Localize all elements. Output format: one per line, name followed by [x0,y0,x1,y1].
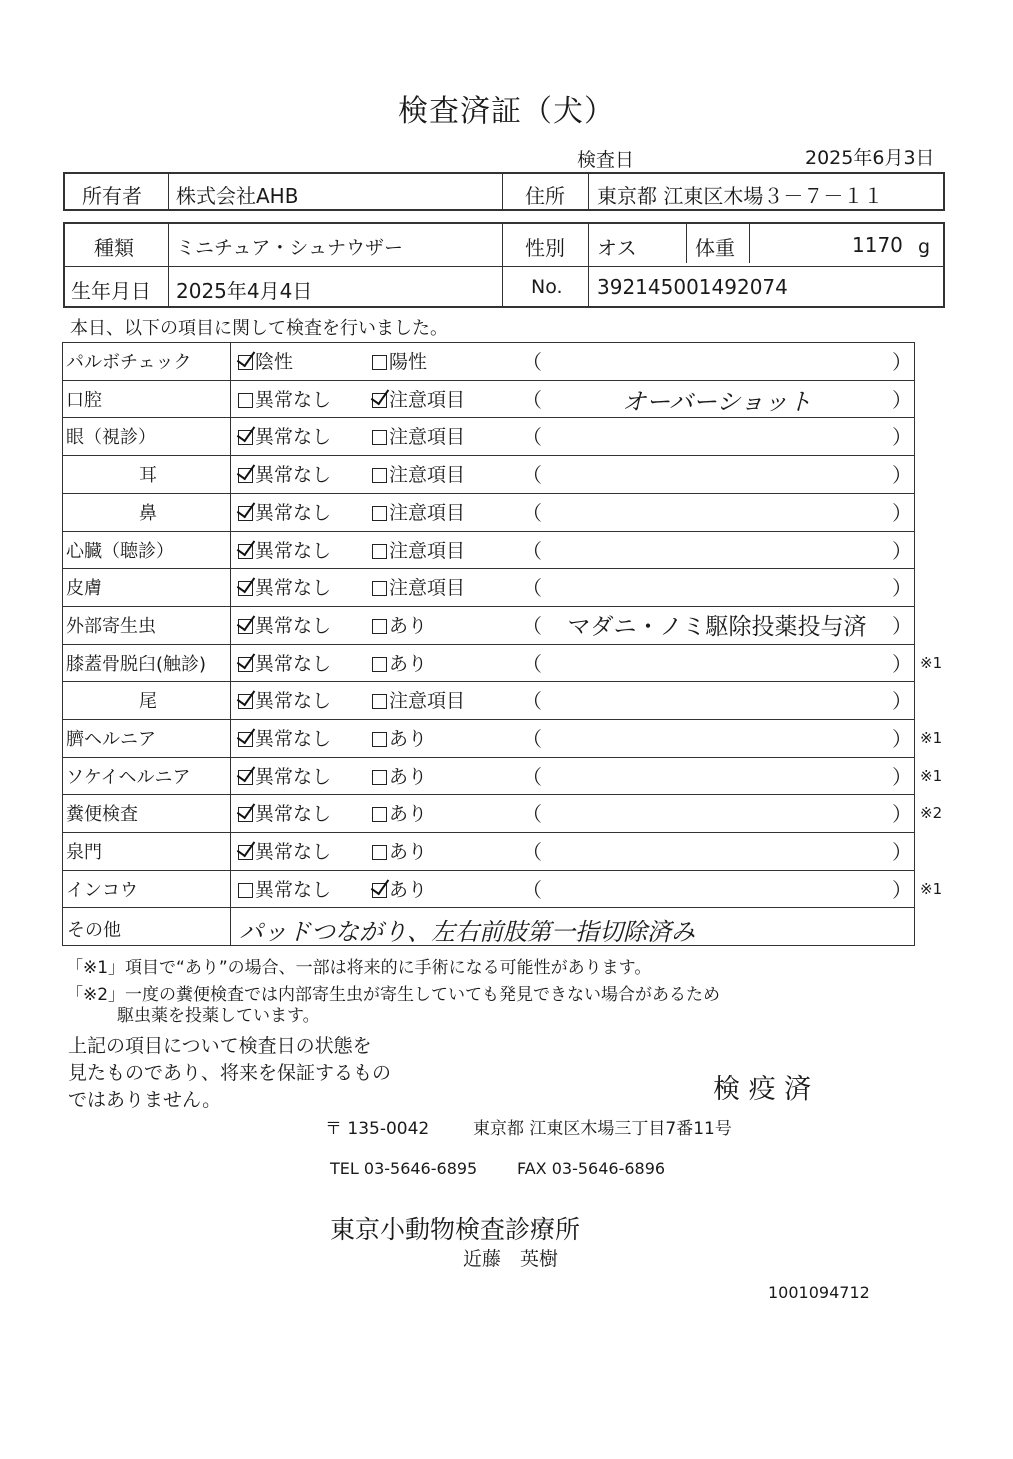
paren-close: ） [892,877,912,902]
option-label: 異常なし [255,614,332,637]
paren-close: ） [892,840,912,865]
option-label: あり [389,878,428,901]
checked-box-icon[interactable] [238,694,253,709]
other-row [62,907,915,946]
paren-open: （ [522,538,542,563]
number-label: No. [531,276,563,298]
option-label: 異常なし [255,426,332,449]
paren-open: （ [522,463,542,488]
exam-item-label: 鼻 [139,502,157,524]
empty-box-icon[interactable] [372,468,387,483]
empty-box-icon[interactable] [372,581,387,596]
address-label: 住所 [525,184,565,208]
exam-item-label: 臍ヘルニア [66,729,156,750]
empty-box-icon[interactable] [372,770,387,785]
paren-open: （ [522,877,542,902]
checked-box-icon[interactable] [238,581,253,596]
paren-close: ） [892,764,912,789]
option-label: 異常なし [255,728,332,750]
breed-value: ミニチュア・シュナウザー [176,237,404,259]
reference-mark: ※1 [920,879,943,898]
empty-box-icon[interactable] [372,657,387,672]
exam-note-text: オーバーショット [622,387,812,416]
option-1-checkbox[interactable] [238,536,331,563]
option-label: 異常なし [255,765,332,788]
exam-item-label: 外部寄生虫 [66,615,156,637]
owner-value: 株式会社AHB [176,184,299,208]
option-label: 注意項目 [389,464,466,487]
option-1-checkbox[interactable] [238,573,331,600]
option-label: 異常なし [255,652,332,675]
paren-close: ） [892,576,912,601]
option-1-checkbox[interactable] [238,611,331,638]
exam-row [62,531,915,568]
empty-box-icon[interactable] [372,845,387,860]
weight-unit: g [918,236,931,258]
option-2-checkbox[interactable] [372,422,465,449]
exam-row [62,417,915,454]
option-label: 注意項目 [389,388,466,411]
option-2-checkbox[interactable] [372,649,427,676]
paren-close: ） [892,651,912,676]
sex-label: 性別 [525,236,565,260]
clinic-address: 東京都 江東区木場三丁目7番11号 [473,1119,732,1139]
disclaimer-line-1: 上記の項目について検査日の状態を [68,1035,372,1057]
empty-box-icon[interactable] [372,355,387,370]
exam-row [62,870,943,907]
option-2-checkbox[interactable] [372,460,465,487]
paren-close: ） [892,500,912,525]
option-label: 陰性 [255,351,294,373]
option-label: 陽性 [389,351,428,373]
clinic-doctor: 近藤 英樹 [463,1248,559,1270]
exam-row [62,455,915,492]
checked-box-icon[interactable] [238,506,253,521]
checked-box-icon[interactable] [238,807,253,822]
reference-mark: ※1 [920,729,943,747]
paren-open: （ [522,576,542,601]
disclaimer [68,1033,391,1114]
weight-value: 1170 [852,233,903,257]
number-value: 392145001492074 [597,275,788,299]
paren-open: （ [522,425,542,450]
sex-value: オス [597,236,637,260]
option-label: 異常なし [255,577,332,600]
option-label: 注意項目 [389,577,466,600]
animal-info-box [63,222,945,308]
option-1-checkbox[interactable] [238,837,331,864]
checked-box-icon[interactable] [238,430,253,445]
clinic-name: 東京小動物検査診療所 [330,1215,581,1244]
option-label: 異常なし [255,690,332,713]
option-label: あり [389,803,428,826]
breed-label: 種類 [94,236,134,260]
option-1-checkbox[interactable] [238,799,331,826]
empty-box-icon[interactable] [372,732,387,747]
exam-item-label: 膝蓋骨脱臼(触診) [66,653,207,675]
empty-box-icon[interactable] [372,544,387,559]
weight-label: 体重 [695,236,735,260]
option-1-checkbox[interactable] [238,347,293,374]
exam-item-label: 眼（視診） [66,427,156,449]
paren-close: ） [892,613,912,638]
other-label: その他 [67,920,121,941]
empty-box-icon[interactable] [372,506,387,521]
option-1-checkbox[interactable] [238,460,331,487]
reference-mark: ※1 [920,653,943,672]
exam-row [62,568,915,605]
option-label: 異常なし [255,878,332,901]
checked-box-icon[interactable] [238,657,253,672]
intro-text: 本日、以下の項目に関して検査を行いました。 [70,318,448,339]
checked-box-icon[interactable] [238,845,253,860]
option-label: 注意項目 [389,690,466,713]
paren-open: （ [522,727,542,751]
exam-row [62,794,943,831]
checked-box-icon[interactable] [238,544,253,559]
option-label: あり [389,765,428,788]
option-1-checkbox[interactable] [238,875,331,902]
exam-item-label: インコウ [66,879,138,901]
paren-close: ） [892,350,912,374]
option-label: 異常なし [255,539,332,562]
option-2-checkbox[interactable] [372,762,427,789]
exam-item-label: 尾 [139,691,157,713]
exam-item-label: 糞便検査 [66,804,138,826]
option-label: 異常なし [255,464,332,487]
option-2-checkbox[interactable] [372,799,427,826]
paren-open: （ [522,802,542,827]
paren-open: （ [522,350,542,374]
option-1-checkbox[interactable] [238,762,331,789]
exam-note-text: マダニ・ノミ駆除投薬投与済 [567,613,867,640]
option-label: 異常なし [255,388,332,411]
address-value: 東京都 江東区木場３－７－１１ [597,184,884,208]
option-label: 注意項目 [389,539,466,562]
checked-box-icon[interactable] [372,393,387,408]
footnote-2a: 「※2」一度の糞便検査では内部寄生虫が寄生していても発見できない場合があるため [66,985,721,1005]
paren-close: ） [892,425,912,450]
birth-label: 生年月日 [71,279,151,303]
exam-item-label: 耳 [139,465,157,487]
option-2-checkbox[interactable] [372,573,465,600]
option-1-checkbox[interactable] [238,422,331,449]
exam-row [62,719,943,756]
option-label: 注意項目 [389,501,466,524]
option-2-checkbox[interactable] [372,611,427,638]
paren-open: （ [522,500,542,525]
paren-open: （ [522,840,542,865]
document-title: 検査済証（犬） [398,94,615,129]
option-label: あり [389,841,428,864]
paren-open: （ [522,651,542,676]
exam-table [62,342,943,946]
exam-row [62,606,915,643]
option-label: 異常なし [255,803,332,826]
quarantine-stamp: 検 疫 済 [713,1074,812,1105]
exam-row [62,681,915,718]
other-value: パッドつながり、左右前肢第一指切除済み [239,918,695,946]
option-2-checkbox[interactable] [372,724,427,751]
exam-date-label: 検査日 [577,149,635,171]
exam-item-label: 口腔 [66,389,102,411]
option-label: あり [389,614,428,637]
paren-open: （ [522,689,542,714]
birth-value: 2025年4月4日 [176,279,313,303]
paren-close: ） [892,689,912,714]
option-1-checkbox[interactable] [238,724,331,751]
document-code: 1001094712 [768,1283,870,1302]
paren-close: ） [892,538,912,563]
option-2-checkbox[interactable] [372,498,465,525]
clinic-fax: FAX 03-5646-6896 [517,1159,666,1178]
checked-box-icon[interactable] [238,770,253,785]
option-2-checkbox[interactable] [372,875,427,902]
option-label: 異常なし [255,841,332,864]
paren-close: ） [892,463,912,488]
exam-row [62,832,915,869]
exam-item-label: 心臓（聴診） [66,540,174,562]
paren-open: （ [522,764,542,789]
option-1-checkbox[interactable] [238,385,331,412]
paren-close: ） [892,802,912,827]
owner-label: 所有者 [82,184,142,208]
owner-box [63,172,945,211]
empty-box-icon[interactable] [372,807,387,822]
footnote-2b: 駆虫薬を投薬しています。 [117,1006,320,1026]
option-1-checkbox[interactable] [238,649,331,676]
option-1-checkbox[interactable] [238,686,331,713]
clinic-tel: TEL 03-5646-6895 [330,1159,478,1178]
checked-box-icon[interactable] [372,883,387,898]
option-1-checkbox[interactable] [238,498,331,525]
option-2-checkbox[interactable] [372,536,465,563]
exam-item-label: パルボチェック [66,352,192,373]
option-label: あり [389,728,428,750]
exam-row [62,342,915,379]
exam-row [62,380,915,417]
option-2-checkbox[interactable] [372,385,465,412]
reference-mark: ※2 [920,804,943,823]
checked-box-icon[interactable] [238,732,253,747]
option-label: あり [389,652,428,675]
option-2-checkbox[interactable] [372,686,465,713]
exam-item-label: ソケイヘルニア [66,766,191,788]
paren-open: （ [522,613,542,638]
exam-date-value: 2025年6月3日 [805,147,935,169]
disclaimer-line-2: 見たものであり、将来を保証するもの [68,1062,392,1084]
reference-mark: ※1 [920,766,943,785]
exam-row [62,493,915,530]
option-label: 異常なし [255,501,332,524]
empty-box-icon[interactable] [372,694,387,709]
paren-close: ） [892,387,912,412]
paren-close: ） [892,727,912,751]
exam-item-label: 泉門 [66,842,102,864]
footnote-1: 「※1」項目で“あり”の場合、一部は将来的に手術になる可能性があります。 [66,958,652,978]
option-label: 注意項目 [389,426,466,449]
empty-box-icon[interactable] [238,393,253,408]
checked-box-icon[interactable] [238,468,253,483]
checked-box-icon[interactable] [238,355,253,370]
checked-box-icon[interactable] [238,619,253,634]
exam-item-label: 皮膚 [66,578,102,600]
option-2-checkbox[interactable] [372,837,427,864]
clinic-postal: 〒 135-0042 [325,1119,430,1139]
empty-box-icon[interactable] [372,430,387,445]
disclaimer-line-3: ではありません。 [68,1089,222,1111]
empty-box-icon[interactable] [238,883,253,898]
option-2-checkbox[interactable] [372,347,427,374]
exam-row [62,757,943,794]
exam-row [62,644,943,681]
paren-open: （ [522,387,542,412]
empty-box-icon[interactable] [372,619,387,634]
